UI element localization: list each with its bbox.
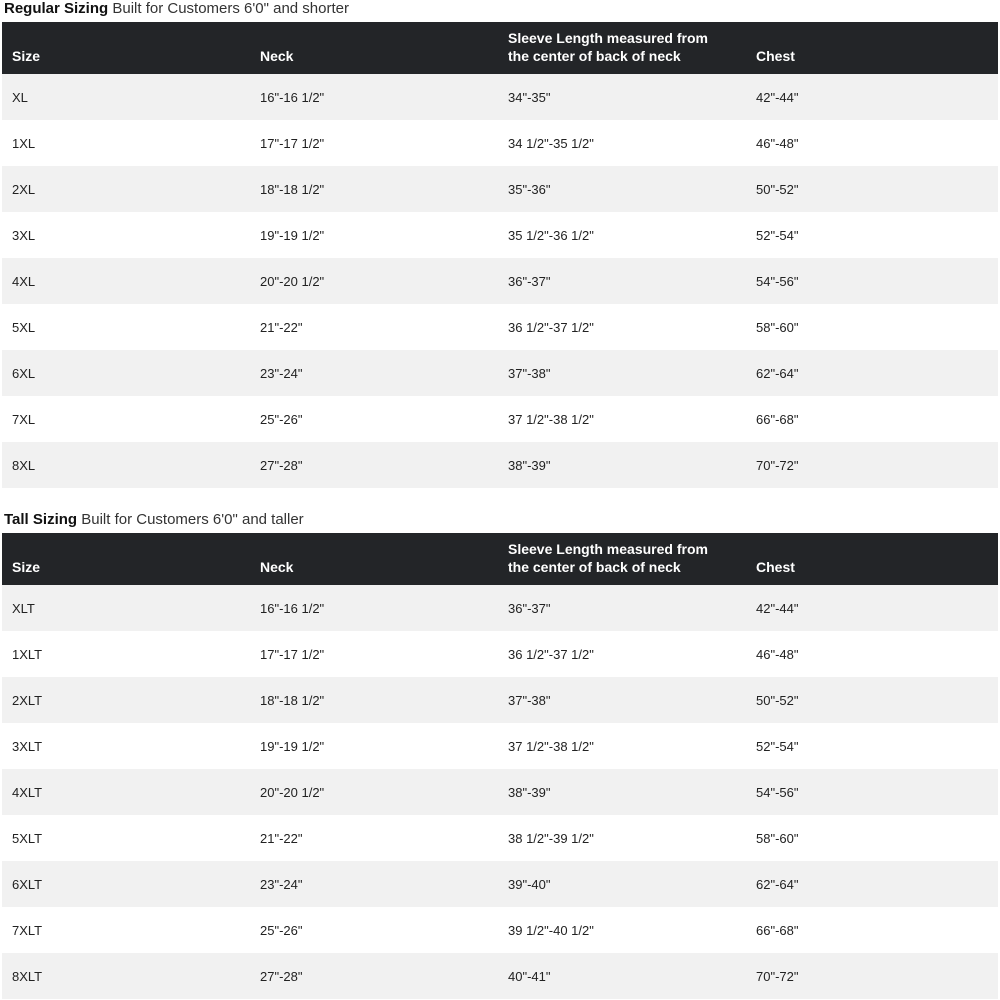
header-chest: Chest <box>756 559 795 575</box>
table-row <box>2 907 998 953</box>
cell-neck: 21"-22" <box>260 830 303 846</box>
table-row <box>2 396 998 442</box>
cell-sleeve: 36 1/2"-37 1/2" <box>508 646 594 662</box>
cell-chest: 70"-72" <box>756 457 799 473</box>
cell-chest: 52"-54" <box>756 227 799 243</box>
cell-size: 6XL <box>12 365 36 381</box>
table-row <box>2 769 998 815</box>
cell-chest: 54"-56" <box>756 784 799 800</box>
cell-size: 2XLT <box>12 692 43 708</box>
header-sleeve-line1: Sleeve Length measured from <box>508 30 708 46</box>
tall-sizing-title-bold: Tall Sizing <box>4 511 78 528</box>
header-size: Size <box>12 559 41 575</box>
header-sleeve-line2: the center of back of neck <box>508 559 681 575</box>
cell-sleeve: 35"-36" <box>508 181 551 197</box>
tall-sizing-table <box>2 533 998 999</box>
cell-neck: 20"-20 1/2" <box>260 784 325 800</box>
cell-sleeve: 36 1/2"-37 1/2" <box>508 319 594 335</box>
header-neck: Neck <box>260 48 294 64</box>
header-sleeve <box>498 22 746 74</box>
cell-neck: 21"-22" <box>260 319 303 335</box>
cell-chest: 42"-44" <box>756 89 799 105</box>
cell-neck: 17"-17 1/2" <box>260 646 325 662</box>
regular-sizing-table <box>2 22 998 488</box>
cell-chest: 46"-48" <box>756 646 799 662</box>
table-row <box>2 677 998 723</box>
cell-neck: 20"-20 1/2" <box>260 273 325 289</box>
cell-chest: 54"-56" <box>756 273 799 289</box>
header-chest: Chest <box>756 48 795 64</box>
table-row <box>2 258 998 304</box>
header-sleeve-line1: Sleeve Length measured from <box>508 541 708 557</box>
cell-size: 8XL <box>12 457 36 473</box>
tall-sizing-section <box>0 511 1000 999</box>
cell-sleeve: 37"-38" <box>508 692 551 708</box>
cell-chest: 46"-48" <box>756 135 799 151</box>
cell-sleeve: 35 1/2"-36 1/2" <box>508 227 594 243</box>
cell-size: 7XL <box>12 411 36 427</box>
cell-neck: 18"-18 1/2" <box>260 181 325 197</box>
cell-size: 1XL <box>12 135 36 151</box>
cell-chest: 62"-64" <box>756 365 799 381</box>
cell-size: 4XL <box>12 273 36 289</box>
cell-size: XLT <box>12 600 35 616</box>
cell-size: 5XLT <box>12 830 43 846</box>
cell-size: 3XL <box>12 227 36 243</box>
cell-neck: 17"-17 1/2" <box>260 135 325 151</box>
cell-chest: 50"-52" <box>756 692 799 708</box>
cell-chest: 58"-60" <box>756 830 799 846</box>
cell-neck: 16"-16 1/2" <box>260 600 325 616</box>
cell-size: 5XL <box>12 319 36 335</box>
table-row <box>2 815 998 861</box>
table-row <box>2 631 998 677</box>
table-row <box>2 120 998 166</box>
cell-chest: 42"-44" <box>756 600 799 616</box>
cell-chest: 50"-52" <box>756 181 799 197</box>
cell-sleeve: 36"-37" <box>508 273 551 289</box>
cell-sleeve: 37"-38" <box>508 365 551 381</box>
cell-sleeve: 37 1/2"-38 1/2" <box>508 738 594 754</box>
table-row <box>2 304 998 350</box>
cell-neck: 25"-26" <box>260 922 303 938</box>
cell-sleeve: 34 1/2"-35 1/2" <box>508 135 594 151</box>
cell-sleeve: 36"-37" <box>508 600 551 616</box>
header-sleeve-line2: the center of back of neck <box>508 48 681 64</box>
cell-neck: 19"-19 1/2" <box>260 738 325 754</box>
cell-size: XL <box>12 89 28 105</box>
cell-sleeve: 40"-41" <box>508 968 551 984</box>
cell-sleeve: 37 1/2"-38 1/2" <box>508 411 594 427</box>
table-row <box>2 166 998 212</box>
header-neck: Neck <box>260 559 294 575</box>
cell-size: 2XL <box>12 181 36 197</box>
cell-chest: 52"-54" <box>756 738 799 754</box>
cell-neck: 27"-28" <box>260 457 303 473</box>
cell-size: 8XLT <box>12 968 43 984</box>
cell-neck: 23"-24" <box>260 876 303 892</box>
cell-chest: 62"-64" <box>756 876 799 892</box>
table-row <box>2 212 998 258</box>
cell-sleeve: 38"-39" <box>508 784 551 800</box>
cell-neck: 18"-18 1/2" <box>260 692 325 708</box>
cell-neck: 25"-26" <box>260 411 303 427</box>
cell-size: 6XLT <box>12 876 43 892</box>
regular-sizing-section <box>0 0 1000 488</box>
table-row <box>2 953 998 999</box>
table-row <box>2 442 998 488</box>
table-header-row <box>2 22 998 74</box>
cell-sleeve: 39"-40" <box>508 876 551 892</box>
cell-size: 1XLT <box>12 646 43 662</box>
cell-size: 3XLT <box>12 738 43 754</box>
cell-chest: 66"-68" <box>756 922 799 938</box>
tall-sizing-title <box>0 511 1000 533</box>
table-header-row <box>2 533 998 585</box>
cell-neck: 27"-28" <box>260 968 303 984</box>
cell-chest: 58"-60" <box>756 319 799 335</box>
cell-size: 4XLT <box>12 784 43 800</box>
tall-sizing-title-rest: Built for Customers 6'0" and taller <box>77 511 304 528</box>
table-row <box>2 861 998 907</box>
header-size: Size <box>12 48 41 64</box>
regular-sizing-rows <box>2 74 998 488</box>
cell-sleeve: 34"-35" <box>508 89 551 105</box>
cell-sleeve: 39 1/2"-40 1/2" <box>508 922 594 938</box>
table-row <box>2 350 998 396</box>
header-sleeve <box>498 533 746 585</box>
cell-neck: 23"-24" <box>260 365 303 381</box>
cell-sleeve: 38"-39" <box>508 457 551 473</box>
cell-sleeve: 38 1/2"-39 1/2" <box>508 830 594 846</box>
table-row <box>2 723 998 769</box>
regular-sizing-title <box>0 0 1000 22</box>
cell-chest: 66"-68" <box>756 411 799 427</box>
cell-size: 7XLT <box>12 922 43 938</box>
cell-neck: 16"-16 1/2" <box>260 89 325 105</box>
table-row <box>2 585 998 631</box>
cell-chest: 70"-72" <box>756 968 799 984</box>
tall-sizing-rows <box>2 585 998 999</box>
regular-sizing-title-rest: Built for Customers 6'0" and shorter <box>108 0 349 17</box>
cell-neck: 19"-19 1/2" <box>260 227 325 243</box>
table-row <box>2 74 998 120</box>
regular-sizing-title-bold: Regular Sizing <box>4 0 109 17</box>
